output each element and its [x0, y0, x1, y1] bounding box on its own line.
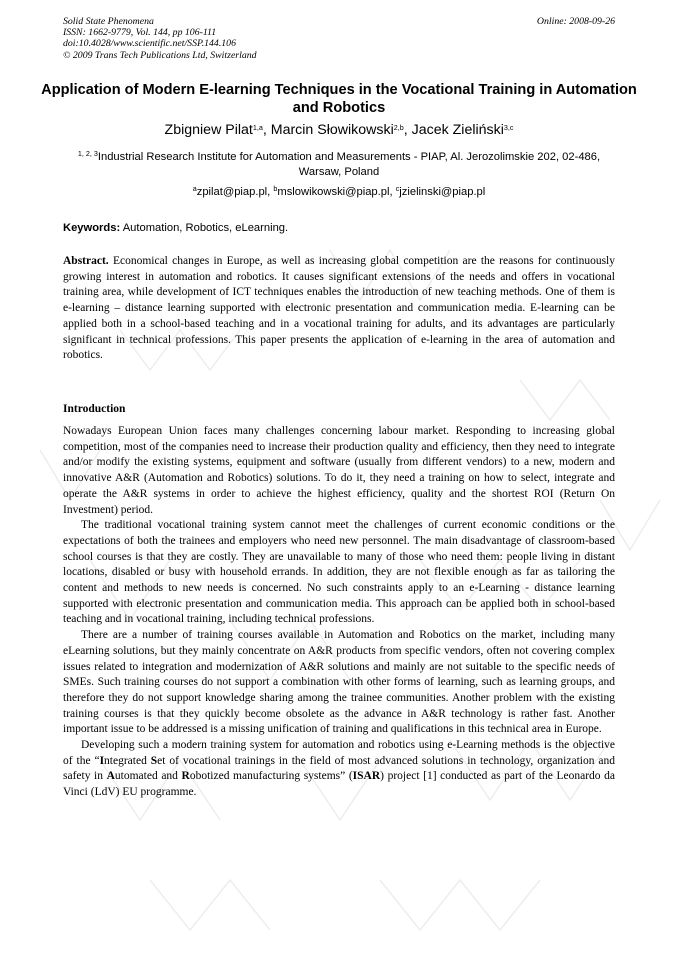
affiliation-superscript: 1, 2, 3 [77, 149, 98, 158]
abstract-text: Economical changes in Europe, as well as increasing global competition are the reasons for continuously growing interest in automation and robotics. It causes significant extensions of the needs and offers in vocational training area, while development of ICT techniques enables the introduction of new teaching methods. One of them is e-learning – distance learning supported with electronic presentation and communication media. E-learning can be applied both in a school-based teaching and in a vocational training for adults, and its advantages are particularly significant in technical professions. This paper presents the application of e-learning in the area of automation and robotics. [63, 255, 615, 362]
email-superscript: b [273, 184, 278, 193]
paragraph: There are a number of training courses available in Automation and Robotics on the market, including many eLearning solutions, but they mainly concentrate on A&R products from specific vendors, often not covering complex issues related to integration and modernization of A&R solutions and mainly are not suitable to the specific needs of SMEs. Such training courses do not support a combination with other forms of learning, such as learning groups, and therefore they do not support knowledge sharing among the trainee communities. Another problem with the existing training courses is that they quickly become obsolete as the advance in A&R technology is rather fast. Another important issue to be addressed is a missing unification of training and qualifications in this technical area in Europe. [63, 629, 615, 736]
author-name: Marcin Słowikowski [270, 122, 394, 138]
online-date: Online: 2008-09-26 [536, 16, 615, 27]
abstract-label: Abstract. [63, 255, 109, 267]
affiliation-text: Industrial Research Institute for Automation and Measurements - PIAP, Al. Jerozolimskie 202, 02-486, Warsaw, Poland [97, 151, 601, 178]
author-name: Jacek Zieliński [411, 122, 504, 138]
journal-header [63, 16, 257, 61]
paragraph [63, 738, 615, 801]
text-run-bold: ISAR [352, 770, 381, 783]
journal-copyright: © 2009 Trans Tech Publications Ltd, Switzerland [63, 49, 257, 61]
email-superscript: c [395, 184, 400, 193]
author-superscript: 2,b [393, 123, 404, 132]
keywords-label: Keywords: [63, 222, 121, 234]
paragraph: Nowadays European Union faces many challenges concerning labour market. Responding to increasing global competition, most of the companies need to increase their production quality and efficiency, then they need to integrate and/or modify the existing systems, equipment and software (usually from different vendors) to a new, modern and innovative A&R (Automation and Robotics) solutions. To do it, they need a training on how to select, integrate and operate the A&R systems in order to achieve the highest efficiency, quality and the shortest ROI (Return On Investment) period. [63, 425, 615, 516]
text-run-bold: S [150, 754, 158, 767]
email-superscript: a [192, 184, 197, 193]
text-run-bold: A [106, 770, 115, 783]
author-name: Zbigniew Pilat [164, 122, 253, 138]
text-run: et of vocational trainings in the field of most advanced solutions in technology, organization and safety in [63, 754, 615, 783]
text-run: Developing such a modern training system for automation and robotics using e-Learning methods is the objective of the “ [63, 739, 615, 767]
text-run: ntegrated [104, 754, 151, 767]
journal-issn: ISSN: 1662-9779, Vol. 144, pp 106-111 [63, 27, 217, 39]
author-list: Zbigniew Pilat$^{1,a}$, Marcin Słowikowski$^{2,b}$, Jacek Zieliński$^{3,c}$ [164, 122, 514, 138]
text-run-bold: I [99, 754, 105, 767]
affiliation [60, 150, 618, 180]
text-run-bold: R [181, 770, 190, 783]
text-run: ) project [1] conducted as part of the Leonardo da Vinci (LdV) EU programme. [63, 770, 615, 799]
introduction-body [63, 424, 615, 801]
text-run: obotized manufacturing systems” ( [189, 770, 353, 783]
author-emails: $^a$zpilat@piap.pl, $^b$mslowikowski@piap.pl, $^c$jzielinski@piap.pl [192, 184, 486, 198]
email-address: mslowikowski@piap.pl [277, 186, 390, 198]
keywords-text: Automation, Robotics, eLearning. [122, 222, 289, 234]
email-address: zpilat@piap.pl [196, 186, 268, 198]
paper-title: Application of Modern E-learning Techniques in the Vocational Training in Automation and Robotics [41, 82, 637, 116]
abstract [63, 254, 615, 364]
keywords [63, 221, 288, 235]
author-superscript: 1,a [252, 123, 263, 132]
journal-doi: doi:10.4028/www.scientific.net/SSP.144.106 [63, 38, 236, 50]
author-superscript: 3,c [503, 123, 514, 132]
text-run: utomated and [114, 770, 182, 783]
journal-name: Solid State Phenomena [63, 16, 154, 27]
email-address: jzielinski@piap.pl [399, 186, 486, 198]
paragraph: The traditional vocational training system cannot meet the challenges of current economic conditions or the expectations of both the trainees and employers who need new personnel. The main disadvantage of classroom-based school courses is that they are costly. They are unavailable to many of those who need them: people living in distant locations, disabled or busy with household errands. In addition, they are not flexible enough as far as tailoring the content and methods to new needs is concerned. No such constraints apply to an e-Learning - distance learning supported with electronic presentation and communication media. This approach can be applied both in school-based teaching and in vocational training, including technical professions. [63, 519, 615, 626]
section-heading-introduction: Introduction [63, 403, 126, 415]
